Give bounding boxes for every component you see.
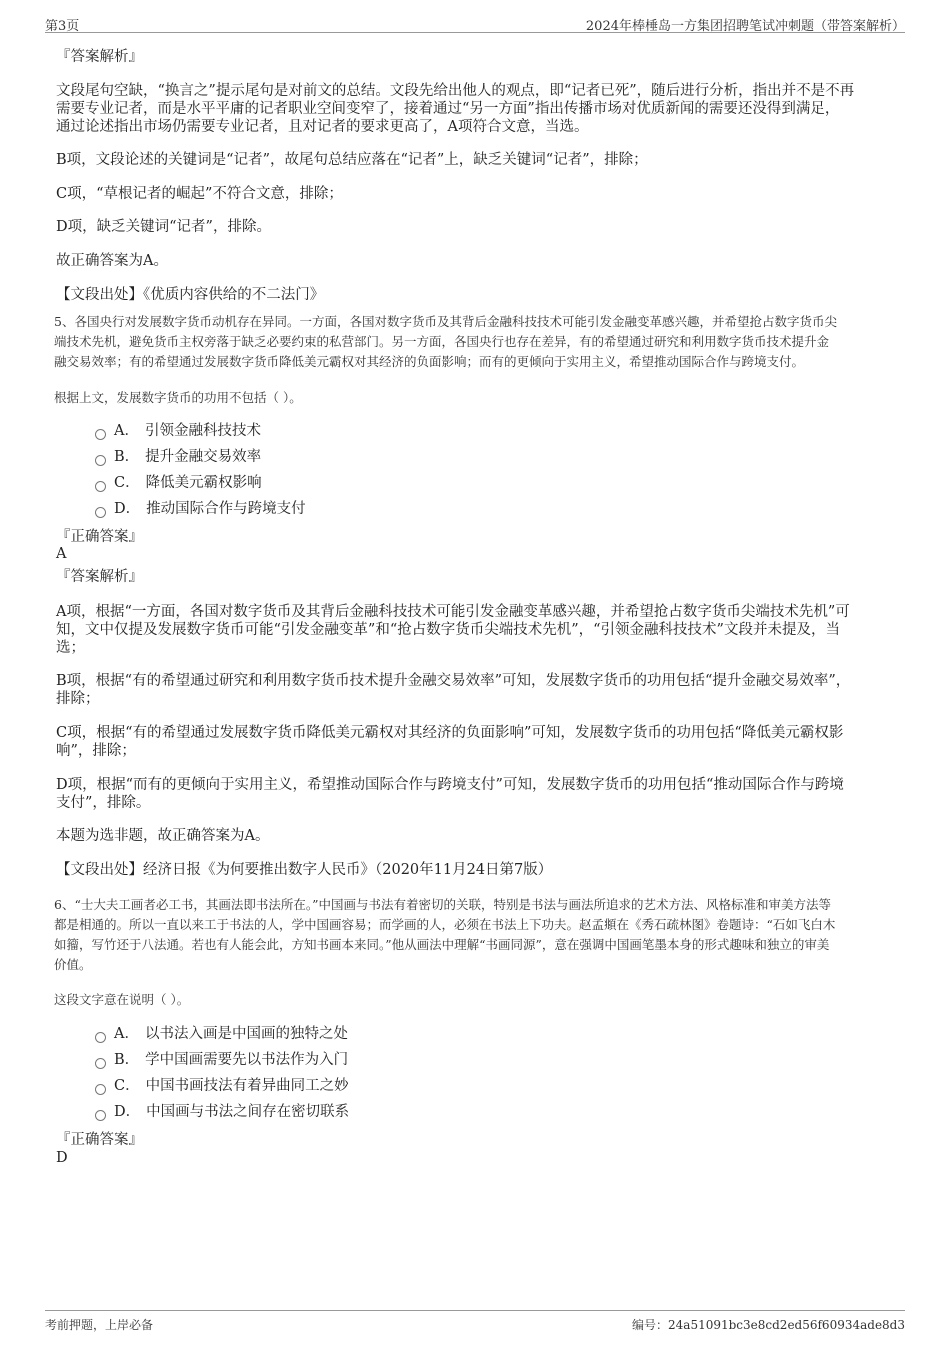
analysis-line: 通过论述指出市场仍需要专业记者，且对记者的要求更高了，A项符合文意，当选。: [56, 119, 589, 135]
analysis-line: 文段尾句空缺，“换言之”提示尾句是对前文的总结。文段先给出他人的观点，即“记者已死”，随后进行分析，指出并不是不再: [56, 83, 855, 99]
option-text: 推动国际合作与跨境支付: [146, 501, 306, 517]
radio-icon[interactable]: [95, 455, 106, 466]
option-letter: A．: [114, 423, 139, 439]
radio-icon[interactable]: [95, 1032, 106, 1043]
radio-icon[interactable]: [95, 481, 106, 492]
source: 【文段出处】经济日报《为何要推出数字人民币》（2020年11月24日第7版）: [56, 862, 553, 878]
option-text: 学中国画需要先以书法作为入门: [145, 1052, 349, 1068]
option-letter: B．: [114, 1052, 140, 1068]
analysis-title: 『答案解析』: [56, 569, 143, 585]
option-b[interactable]: [95, 1051, 348, 1069]
radio-icon[interactable]: [95, 1110, 106, 1121]
page-footer: [45, 1310, 905, 1333]
option-d[interactable]: [95, 500, 306, 518]
option-text: 以书法入画是中国画的独特之处: [144, 1026, 348, 1042]
option-letter: A．: [114, 1026, 139, 1042]
option-text: 降低美元霸权影响: [145, 475, 262, 491]
question-stem: 价值。: [54, 957, 92, 972]
analysis-line: 响”，排除；: [56, 743, 136, 759]
page-number: 第3页: [45, 19, 80, 34]
option-letter: B．: [114, 449, 140, 465]
answer-title: 『正确答案』: [56, 1132, 143, 1148]
answer-title: 『正确答案』: [56, 529, 143, 545]
page-header: [45, 12, 905, 33]
question-stem: 融交易效率；有的希望通过发展数字货币降低美元霸权对其经济的负面影响；而有的更倾向于实用主义，希望推动国际合作与跨境支付。: [54, 354, 805, 369]
option-a[interactable]: [95, 422, 261, 440]
conclusion: 本题为选非题，故正确答案为A。: [56, 828, 270, 844]
analysis-line: 支付”，排除。: [56, 795, 151, 811]
question-prompt: 根据上文，发展数字货币的功用不包括（ ）。: [54, 390, 302, 405]
document-title: 2024年棒棰岛一方集团招聘笔试冲刺题（带答案解析）: [585, 19, 905, 34]
radio-icon[interactable]: [95, 507, 106, 518]
analysis-line: C项，“草根记者的崛起”不符合文意，排除；: [56, 186, 343, 202]
radio-icon[interactable]: [95, 1058, 106, 1069]
analysis-line: 知，文中仅提及发展数字货币可能“引发金融变革”和“抢占数字货币尖端技术先机”，“引领金融科技技术”文段并未提及，当: [56, 622, 840, 638]
option-letter: D．: [114, 501, 141, 517]
radio-icon[interactable]: [95, 429, 106, 440]
question-prompt: 这段文字意在说明（ ）。: [54, 992, 190, 1007]
footer-slogan: 考前押题，上岸必备: [45, 1318, 154, 1332]
analysis-line: D项，根据“而有的更倾向于实用主义，希望推动国际合作与跨境支付”可知，发展数字货币的功用包括“推动国际合作与跨境: [56, 777, 844, 793]
radio-icon[interactable]: [95, 1084, 106, 1095]
option-text: 中国书画技法有着异曲同工之妙: [145, 1078, 349, 1094]
analysis-line: B项，文段论述的关键词是“记者”，故尾句总结应落在“记者”上，缺乏关键词“记者”，排除；: [56, 152, 648, 168]
option-letter: C．: [114, 1078, 140, 1094]
option-letter: C．: [114, 475, 140, 491]
analysis-line: B项，根据“有的希望通过研究和利用数字货币技术提升金融交易效率”可知，发展数字货币的功用包括“提升金融交易效率”，: [56, 673, 851, 689]
option-c[interactable]: [95, 474, 262, 492]
conclusion: 故正确答案为A。: [56, 253, 168, 269]
analysis-line: 需要专业记者，而是水平平庸的记者职业空间变窄了，接着通过“另一方面”指出传播市场对优质新闻的需要还没得到满足，: [56, 101, 840, 117]
option-text: 提升金融交易效率: [145, 449, 262, 465]
analysis-line: A项，根据“一方面，各国对数字货币及其背后金融科技技术可能引发金融变革感兴趣，并希望抢占数字货币尖端技术先机”可: [56, 604, 850, 620]
option-b[interactable]: [95, 448, 261, 466]
source: 【文段出处】《优质内容供给的不二法门》: [56, 287, 325, 303]
analysis-title: 『答案解析』: [56, 49, 143, 65]
option-c[interactable]: [95, 1077, 349, 1095]
document-id: 编号：24a51091bc3e8cd2ed56f60934ade8d3: [632, 1318, 905, 1332]
option-text: 中国画与书法之间存在密切联系: [146, 1104, 350, 1120]
analysis-line: D项，缺乏关键词“记者”，排除。: [56, 219, 271, 235]
option-letter: D．: [114, 1104, 141, 1120]
correct-answer: A: [56, 546, 67, 562]
option-d[interactable]: [95, 1103, 349, 1121]
question-stem: 端技术先机，避免货币主权旁落于缺乏必要约束的私营部门。另一方面，各国央行也存在差异，有的希望通过研究和利用数字货币技术提升金: [54, 334, 830, 349]
analysis-line: 排除；: [56, 691, 100, 707]
question-stem: 6、“士大夫工画者必工书，其画法即书法所在。”中国画与书法有着密切的关联，特别是书法与画法所追求的艺术方法、风格标准和审美方法等: [54, 897, 831, 912]
analysis-line: 选；: [56, 640, 85, 656]
analysis-line: C项，根据“有的希望通过发展数字货币降低美元霸权对其经济的负面影响”可知，发展数字货币的功用包括“降低美元霸权影: [56, 725, 844, 741]
question-stem: 如籀，写竹还于八法通。若也有人能会此，方知书画本来同。”他从画法中理解“书画同源”，意在强调中国画笔墨本身的形式趣味和独立的审美: [54, 937, 830, 952]
option-text: 引领金融科技技术: [144, 423, 261, 439]
question-stem: 都是相通的。所以一直以来工于书法的人，学中国画容易；而学画的人，必须在书法上下功夫。赵孟頫在《秀石疏林图》卷题诗：“石如飞白木: [54, 917, 836, 932]
correct-answer: D: [56, 1150, 68, 1166]
option-a[interactable]: [95, 1025, 348, 1043]
question-stem: 5、各国央行对发展数字货币动机存在异同。一方面，各国对数字货币及其背后金融科技技术可能引发金融变革感兴趣，并希望抢占数字货币尖: [54, 314, 837, 329]
